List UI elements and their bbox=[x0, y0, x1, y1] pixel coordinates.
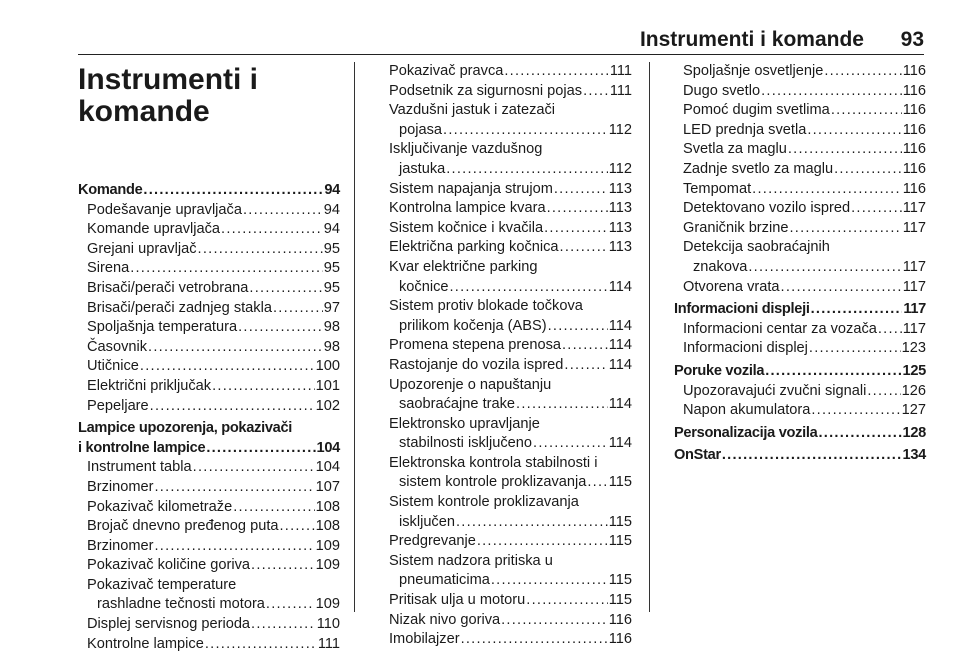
toc-page-number: 104 bbox=[316, 439, 340, 456]
toc-section[interactable] bbox=[78, 419, 340, 458]
toc-page-number: 114 bbox=[608, 356, 632, 373]
dot-leader bbox=[548, 317, 608, 337]
toc-entry-title: Brisači/perači vetrobrana bbox=[87, 279, 249, 296]
dot-leader bbox=[198, 240, 323, 260]
toc-entry-title: znakova bbox=[693, 258, 748, 275]
toc-entry-title: Pritisak ulja u motoru bbox=[389, 592, 526, 609]
toc-entry-title: prilikom kočenja (ABS) bbox=[399, 317, 547, 334]
toc-entry[interactable] bbox=[78, 377, 340, 397]
dot-leader bbox=[765, 362, 901, 382]
toc-entry[interactable] bbox=[78, 338, 340, 358]
dot-leader bbox=[831, 101, 902, 121]
toc-entry-title: Pomoć dugim svetlima bbox=[683, 102, 830, 119]
toc-entry-title: LED prednja svetla bbox=[683, 121, 807, 138]
toc-entry[interactable] bbox=[78, 478, 340, 498]
toc-page-number: 127 bbox=[901, 402, 926, 419]
toc-list bbox=[78, 181, 340, 654]
toc-entry-title: isključen bbox=[399, 513, 455, 530]
toc-entry[interactable] bbox=[380, 591, 632, 611]
toc-entry-title: Pokazivač pravca bbox=[389, 63, 504, 79]
toc-page-number: 109 bbox=[315, 596, 340, 613]
toc-entry-title: Predgrevanje bbox=[389, 533, 476, 550]
dot-leader bbox=[212, 377, 315, 397]
dot-leader bbox=[150, 397, 315, 417]
dot-leader bbox=[526, 591, 607, 611]
dot-leader bbox=[809, 339, 901, 359]
toc-entry[interactable] bbox=[380, 356, 632, 376]
toc-entry-title: Časovnik bbox=[87, 338, 148, 355]
toc-entry-title: Displej servisnog perioda bbox=[87, 616, 251, 633]
toc-column-3 bbox=[674, 62, 926, 466]
dot-leader bbox=[533, 434, 608, 454]
toc-entry-title: Komande bbox=[78, 182, 143, 198]
toc-entry-title: Električni priključak bbox=[87, 377, 212, 394]
toc-page-number: 98 bbox=[323, 319, 340, 336]
toc-section[interactable] bbox=[674, 424, 926, 444]
toc-entry[interactable] bbox=[380, 82, 632, 102]
toc-entry[interactable] bbox=[674, 382, 926, 402]
toc-entry[interactable] bbox=[380, 376, 632, 415]
toc-page-number: 95 bbox=[323, 260, 340, 277]
dot-leader bbox=[461, 630, 608, 650]
toc-entry-title: Kontrolna lampice kvara bbox=[389, 200, 546, 217]
toc-entry-title: kočnice bbox=[399, 278, 449, 295]
toc-entry-title: Pokazivač količine goriva bbox=[87, 557, 251, 574]
toc-entry[interactable] bbox=[674, 160, 926, 180]
toc-page-number: 111 bbox=[317, 635, 340, 652]
dot-leader bbox=[748, 258, 901, 278]
toc-page-number: 104 bbox=[315, 459, 340, 476]
toc-entry[interactable] bbox=[78, 576, 340, 615]
toc-entry-title-line: Upozorenje o napuštanju bbox=[389, 376, 552, 393]
toc-page-number: 107 bbox=[315, 478, 340, 495]
toc-entry-title: Napon akumulatora bbox=[683, 402, 811, 419]
dot-leader bbox=[824, 62, 901, 82]
toc-page-number: 113 bbox=[608, 219, 632, 236]
dot-leader bbox=[851, 199, 902, 219]
toc-entry-title: jastuka bbox=[399, 160, 446, 177]
toc-entry-title: Brisači/perači zadnjeg stakla bbox=[87, 299, 272, 316]
toc-page-number: 94 bbox=[323, 201, 340, 218]
toc-page-number: 116 bbox=[608, 631, 632, 648]
toc-page-number: 117 bbox=[902, 278, 926, 295]
toc-entry-title: Rastojanje do vozila ispred bbox=[389, 356, 564, 373]
dot-leader bbox=[148, 338, 323, 358]
dot-leader bbox=[501, 611, 608, 631]
toc-entry[interactable] bbox=[674, 82, 926, 102]
toc-page-number: 113 bbox=[608, 239, 632, 256]
toc-entry-title: Graničnik brzine bbox=[683, 219, 789, 236]
toc-section[interactable] bbox=[78, 181, 340, 201]
toc-entry[interactable] bbox=[674, 140, 926, 160]
toc-entry[interactable] bbox=[78, 397, 340, 417]
toc-page-number: 116 bbox=[902, 141, 926, 158]
toc-entry[interactable] bbox=[380, 552, 632, 591]
dot-leader bbox=[781, 278, 902, 298]
toc-entry-title: Informacioni displeji bbox=[674, 301, 810, 318]
toc-entry-title: Upozoravajući zvučni signali bbox=[683, 382, 867, 399]
toc-page-number: 125 bbox=[902, 362, 926, 379]
dot-leader bbox=[583, 82, 609, 102]
toc-entry[interactable] bbox=[78, 220, 340, 240]
toc-entry[interactable] bbox=[78, 318, 340, 338]
toc-entry[interactable] bbox=[674, 199, 926, 219]
dot-leader bbox=[752, 180, 902, 200]
toc-entry-title: Brojač dnevno pređenog puta bbox=[87, 518, 279, 535]
toc-entry[interactable] bbox=[380, 611, 632, 631]
toc-entry-title: Spoljašnja temperatura bbox=[87, 319, 238, 336]
toc-entry[interactable] bbox=[380, 297, 632, 336]
toc-page-number: 116 bbox=[902, 82, 926, 99]
dot-leader bbox=[818, 424, 901, 444]
toc-entry[interactable] bbox=[78, 357, 340, 377]
toc-page-number: 116 bbox=[902, 180, 926, 197]
toc-page-number: 115 bbox=[608, 533, 632, 550]
dot-leader bbox=[446, 160, 607, 180]
toc-section[interactable] bbox=[674, 362, 926, 382]
toc-column-1 bbox=[78, 62, 340, 654]
dot-leader bbox=[878, 320, 902, 340]
toc-entry-title: Nizak nivo goriva bbox=[389, 611, 501, 628]
toc-page-number: 128 bbox=[902, 424, 926, 441]
toc-page-number: 100 bbox=[315, 358, 340, 375]
toc-entry-title: Pokazivač kilometraže bbox=[87, 498, 233, 515]
toc-page-number: 109 bbox=[315, 557, 340, 574]
dot-leader bbox=[273, 299, 323, 319]
toc-entry[interactable] bbox=[380, 238, 632, 258]
toc-entry[interactable] bbox=[380, 258, 632, 297]
dot-leader bbox=[491, 571, 608, 591]
toc-entry[interactable] bbox=[674, 101, 926, 121]
toc-entry-title: Poruke vozila bbox=[674, 362, 765, 379]
toc-entry-title: Kontrolne lampice bbox=[87, 635, 204, 652]
dot-leader bbox=[560, 238, 608, 258]
toc-entry-title-line: Elektronsko upravljanje bbox=[389, 415, 540, 432]
toc-entry[interactable] bbox=[674, 278, 926, 298]
toc-page-number: 117 bbox=[902, 258, 926, 275]
toc-entry-title-line: Elektronska kontrola stabilnosti i bbox=[389, 454, 598, 471]
toc-entry[interactable] bbox=[380, 180, 632, 200]
dot-leader bbox=[811, 300, 903, 320]
toc-entry-title-line: Kvar električne parking bbox=[389, 258, 538, 275]
dot-leader bbox=[587, 473, 607, 493]
toc-entry-title: Tempomat bbox=[683, 180, 752, 197]
toc-entry-title: Spoljašnje osvetljenje bbox=[683, 63, 824, 79]
toc-entry-title: Podešavanje upravljača bbox=[87, 201, 242, 218]
toc-entry[interactable] bbox=[380, 219, 632, 239]
toc-page-number: 101 bbox=[315, 377, 340, 394]
dot-leader bbox=[811, 401, 900, 421]
dot-leader bbox=[155, 537, 315, 557]
dot-leader bbox=[130, 259, 323, 279]
toc-entry-title: sistem kontrole proklizavanja bbox=[399, 474, 587, 491]
toc-entry[interactable] bbox=[380, 199, 632, 219]
toc-entry[interactable] bbox=[78, 498, 340, 518]
toc-page-number: 108 bbox=[315, 498, 340, 515]
page-header bbox=[78, 22, 924, 55]
dot-leader bbox=[789, 219, 901, 239]
toc-page-number: 116 bbox=[902, 102, 926, 119]
toc-page-number: 115 bbox=[608, 474, 632, 491]
toc-page-number: 134 bbox=[902, 447, 926, 464]
dot-leader bbox=[205, 635, 317, 654]
dot-leader bbox=[867, 382, 900, 402]
toc-entry[interactable] bbox=[674, 121, 926, 141]
toc-page-number: 113 bbox=[608, 180, 632, 197]
toc-page-number: 97 bbox=[323, 299, 340, 316]
toc-entry[interactable] bbox=[380, 415, 632, 454]
toc-entry[interactable] bbox=[78, 279, 340, 299]
toc-entry[interactable] bbox=[380, 101, 632, 140]
toc-entry-title: Sistem kočnice i kvačila bbox=[389, 219, 544, 236]
toc-column-2 bbox=[380, 62, 632, 650]
toc-entry-title-line: Pokazivač temperature bbox=[87, 576, 237, 593]
dot-leader bbox=[206, 439, 315, 459]
toc-entry-title: Personalizacija vozila bbox=[674, 424, 818, 441]
toc-entry-title: Zadnje svetlo za maglu bbox=[683, 160, 834, 177]
toc-entry-title: rashladne tečnosti motora bbox=[97, 596, 265, 613]
dot-leader bbox=[807, 121, 901, 141]
toc-entry-title: pneumaticima bbox=[399, 572, 490, 589]
toc-entry-title: Pepeljare bbox=[87, 397, 149, 414]
dot-leader bbox=[155, 478, 315, 498]
toc-page-number: 115 bbox=[608, 572, 632, 589]
dot-leader bbox=[562, 336, 608, 356]
toc-entry-title: Informacioni centar za vozača bbox=[683, 320, 877, 337]
toc-entry-title-line: Lampice upozorenja, pokazivači bbox=[78, 420, 293, 437]
toc-page-number: 109 bbox=[315, 537, 340, 554]
toc-entry[interactable] bbox=[380, 532, 632, 552]
toc-page-number: 117 bbox=[902, 200, 926, 217]
toc-page-number: 114 bbox=[608, 337, 632, 354]
toc-page-number: 117 bbox=[902, 219, 926, 236]
toc-page-number: 108 bbox=[315, 518, 340, 535]
toc-entry-title: Instrument tabla bbox=[87, 459, 192, 476]
toc-entry-title-line: Sistem nadzora pritiska u bbox=[389, 552, 553, 569]
column-divider bbox=[649, 62, 650, 612]
toc-entry[interactable] bbox=[78, 240, 340, 260]
toc-entry-title-line: Sistem protiv blokade točkova bbox=[389, 298, 583, 315]
toc-page-number: 113 bbox=[608, 200, 632, 217]
toc-page-number: 102 bbox=[315, 397, 340, 414]
toc-entry[interactable] bbox=[380, 336, 632, 356]
toc-entry[interactable] bbox=[674, 320, 926, 340]
dot-leader bbox=[449, 278, 607, 298]
toc-entry-title: saobraćajne trake bbox=[399, 396, 516, 413]
toc-page-number: 110 bbox=[316, 616, 340, 633]
chapter-title: Instrumenti i komande bbox=[78, 63, 259, 128]
toc-entry-title: pojasa bbox=[399, 121, 443, 138]
dot-leader bbox=[504, 62, 608, 82]
toc-entry[interactable] bbox=[78, 517, 340, 537]
dot-leader bbox=[761, 82, 902, 102]
dot-leader bbox=[233, 498, 314, 518]
dot-leader bbox=[554, 180, 608, 200]
toc-page-number: 116 bbox=[902, 121, 926, 138]
toc-entry-title: Sistem napajanja strujom bbox=[389, 180, 553, 197]
toc-page-number: 112 bbox=[608, 121, 632, 138]
toc-page-number: 126 bbox=[901, 382, 926, 399]
toc-entry[interactable] bbox=[380, 630, 632, 650]
dot-leader bbox=[564, 356, 607, 376]
toc-page-number: 116 bbox=[902, 160, 926, 177]
toc-page-number: 98 bbox=[323, 338, 340, 355]
dot-leader bbox=[834, 160, 902, 180]
toc-entry[interactable] bbox=[78, 259, 340, 279]
dot-leader bbox=[221, 220, 323, 240]
toc-section[interactable] bbox=[674, 300, 926, 320]
toc-entry[interactable] bbox=[78, 537, 340, 557]
dot-leader bbox=[251, 556, 315, 576]
dot-leader bbox=[516, 395, 608, 415]
toc-entry-title: Svetla za maglu bbox=[683, 141, 787, 158]
toc-entry-title: Komande upravljača bbox=[87, 221, 221, 238]
toc-page-number: 123 bbox=[901, 340, 926, 357]
toc-entry[interactable] bbox=[380, 140, 632, 179]
toc-entry-title-line: Sistem kontrole proklizavanja bbox=[389, 494, 579, 511]
toc-entry-title: Detektovano vozilo ispred bbox=[683, 200, 851, 217]
toc-entry[interactable] bbox=[78, 458, 340, 478]
toc-entry-title: OnStar bbox=[674, 447, 721, 464]
toc-entry-title-line: Detekcija saobraćajnih bbox=[683, 239, 830, 256]
dot-leader bbox=[456, 513, 608, 533]
toc-entry[interactable] bbox=[674, 339, 926, 359]
toc-entry-title: Otvorena vrata bbox=[683, 278, 780, 295]
toc-entry-title: Imobilajzer bbox=[389, 631, 460, 648]
dot-leader bbox=[788, 140, 902, 160]
toc-entry-title: Brzinomer bbox=[87, 478, 154, 495]
dot-leader bbox=[251, 615, 316, 635]
toc-page-number: 116 bbox=[608, 611, 632, 628]
toc-page-number: 115 bbox=[608, 592, 632, 609]
toc-page-number: 114 bbox=[608, 317, 632, 334]
dot-leader bbox=[722, 446, 902, 466]
toc-entry-title: i kontrolne lampice bbox=[78, 439, 206, 456]
toc-section[interactable] bbox=[674, 446, 926, 466]
toc-page-number: 116 bbox=[902, 63, 926, 79]
toc-entry-title: Podsetnik za sigurnosni pojas bbox=[389, 82, 583, 99]
dot-leader bbox=[143, 181, 323, 201]
toc-entry-title-line: Isključivanje vazdušnog bbox=[389, 141, 543, 158]
toc-entry[interactable] bbox=[78, 201, 340, 221]
toc-entry-title-line: Vazdušni jastuk i zatezači bbox=[389, 102, 556, 119]
toc-list bbox=[380, 62, 632, 650]
toc-entry[interactable] bbox=[380, 62, 632, 82]
toc-entry[interactable] bbox=[674, 180, 926, 200]
column-divider bbox=[354, 62, 355, 612]
dot-leader bbox=[443, 121, 608, 141]
toc-entry-title: Dugo svetlo bbox=[683, 82, 761, 99]
toc-page-number: 111 bbox=[609, 63, 632, 79]
toc-entry-title: Sirena bbox=[87, 260, 130, 277]
toc-entry[interactable] bbox=[674, 219, 926, 239]
dot-leader bbox=[193, 458, 315, 478]
toc-page-number: 95 bbox=[323, 279, 340, 296]
toc-page-number: 117 bbox=[902, 320, 926, 337]
toc-entry-title: Električna parking kočnica bbox=[389, 239, 559, 256]
toc-entry-title: Informacioni displej bbox=[683, 340, 808, 357]
toc-entry-title: Promena stepena prenosa bbox=[389, 337, 561, 354]
toc-entry[interactable] bbox=[674, 62, 926, 82]
dot-leader bbox=[266, 595, 315, 615]
toc-page-number: 114 bbox=[608, 435, 632, 452]
dot-leader bbox=[249, 279, 322, 299]
toc-page-number: 111 bbox=[609, 82, 632, 99]
toc-page-number: 115 bbox=[608, 513, 632, 530]
toc-entry-title: Brzinomer bbox=[87, 537, 154, 554]
toc-list bbox=[674, 62, 926, 466]
dot-leader bbox=[477, 532, 608, 552]
toc-page-number: 114 bbox=[608, 278, 632, 295]
dot-leader bbox=[140, 357, 315, 377]
toc-entry[interactable] bbox=[380, 454, 632, 493]
toc-entry[interactable] bbox=[78, 615, 340, 635]
toc-entry-title: Grejani upravljač bbox=[87, 240, 197, 257]
toc-page-number: 117 bbox=[903, 301, 926, 318]
toc-entry-title: stabilnosti isključeno bbox=[399, 435, 533, 452]
dot-leader bbox=[280, 517, 315, 537]
toc-page-number: 94 bbox=[324, 182, 340, 198]
toc-page-number: 94 bbox=[323, 221, 340, 238]
dot-leader bbox=[238, 318, 323, 338]
dot-leader bbox=[243, 201, 323, 221]
page-number: 93 bbox=[900, 28, 924, 51]
dot-leader bbox=[544, 219, 608, 239]
toc-entry-title: Utičnice bbox=[87, 358, 139, 375]
toc-entry[interactable] bbox=[674, 401, 926, 421]
toc-entry[interactable] bbox=[78, 556, 340, 576]
toc-entry[interactable] bbox=[674, 238, 926, 277]
toc-page-number: 95 bbox=[323, 240, 340, 257]
running-header-title: Instrumenti i komande bbox=[639, 28, 864, 51]
toc-page-number: 112 bbox=[608, 160, 632, 177]
toc-page-number: 114 bbox=[608, 396, 632, 413]
dot-leader bbox=[547, 199, 608, 219]
toc-entry[interactable] bbox=[78, 635, 340, 654]
toc-entry[interactable] bbox=[380, 493, 632, 532]
toc-entry[interactable] bbox=[78, 299, 340, 319]
